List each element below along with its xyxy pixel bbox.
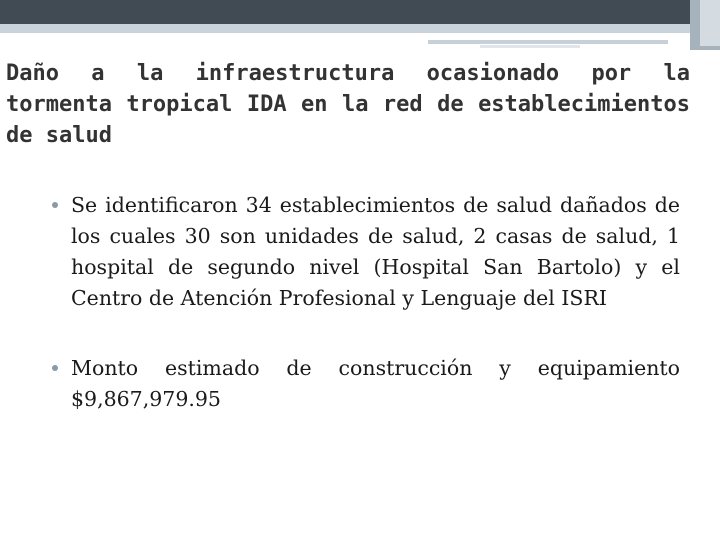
top-decorative-band [0, 0, 720, 24]
decorative-line [428, 40, 668, 44]
bullet-item [52, 190, 680, 314]
corner-tab-inner-decoration [700, 0, 720, 46]
bullet-text: Se identificaron 34 establecimientos de salud dañados de los cuales 30 son unidades de salud, 2 casas de salud, 1 hospital de segundo nivel (Hospital San Bartolo) y el Centro de Atención Profesional y Lenguaje del ISRI [71, 193, 680, 310]
bullet-item [52, 353, 680, 415]
bullet-text: Monto estimado de construcción y equipamiento $9,867,979.95 [71, 356, 680, 411]
decorative-line-secondary [480, 45, 580, 48]
top-decorative-strip [0, 24, 720, 33]
bullet-dot-icon [52, 365, 58, 371]
bullet-list [52, 190, 680, 415]
bullet-dot-icon [52, 202, 58, 208]
slide-title: Daño a la infraestructura ocasionado por la tormenta tropical IDA en la red de establecimientos de salud [6, 61, 690, 148]
